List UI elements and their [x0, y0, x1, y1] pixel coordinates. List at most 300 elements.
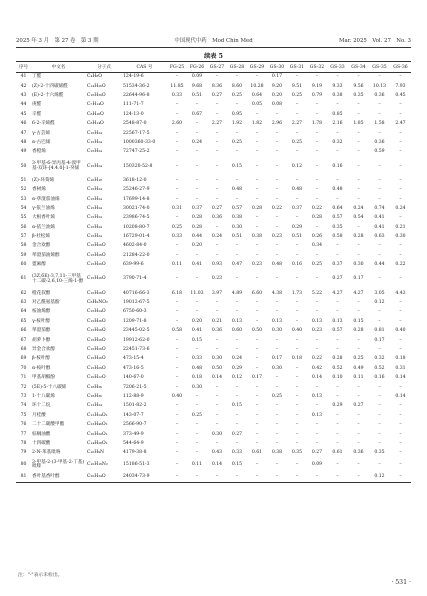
- table-cell: –: [275, 309, 279, 315]
- table-cell: 0.29: [332, 403, 343, 409]
- table-cell: α-荜澄茄油烯: [32, 196, 60, 202]
- table-cell: 3618-12-0: [123, 177, 147, 183]
- table-cell: 2.96: [271, 121, 283, 127]
- table-cell: –: [255, 309, 259, 315]
- table-cell: 0.15: [353, 318, 364, 324]
- table-cell: 80: [20, 462, 27, 467]
- table-row: [16, 139, 411, 148]
- table-cell: –: [175, 365, 179, 371]
- table-cell: C₁₅H₂₆O: [87, 318, 106, 324]
- table-cell: –: [378, 111, 381, 117]
- table-cell: 0.48: [332, 187, 343, 193]
- table-cell: 63: [20, 300, 27, 306]
- table-cell: –: [295, 462, 299, 467]
- table-cell: 0.31: [171, 205, 183, 211]
- table-cell: 2.16: [332, 121, 343, 127]
- table-cell: 2.27: [211, 121, 223, 127]
- table-cell: –: [235, 74, 239, 80]
- table-cell: –: [336, 149, 339, 155]
- table-cell: 5.22: [311, 290, 323, 296]
- table-cell: 72747-25-2: [123, 149, 150, 155]
- table-cell: γ-依兰油烯: [32, 205, 55, 211]
- table-cell: –: [336, 412, 339, 418]
- table-cell: 0.41: [374, 215, 385, 221]
- table-cell: –: [295, 243, 299, 249]
- table-cell: 65: [20, 318, 27, 324]
- table-cell: –: [378, 196, 381, 202]
- table-cell: –: [295, 337, 299, 343]
- table-cell: 0.27: [353, 403, 364, 409]
- table-cell: β-杜松烯: [32, 234, 50, 240]
- table-cell: –: [399, 111, 402, 117]
- table-cell: C₁₆H₃₀O: [87, 93, 106, 99]
- table-cell: –: [235, 252, 239, 258]
- table-cell: 0.58: [171, 328, 183, 334]
- table-cell: –: [255, 337, 259, 343]
- table-cell: 544-64-9: [123, 440, 144, 446]
- table-row: [16, 82, 411, 91]
- table-cell: 4.89: [231, 290, 243, 296]
- table-title: 续表 5: [204, 53, 223, 60]
- table-cell: 0.61: [251, 450, 263, 456]
- table-cell: 58: [20, 243, 27, 249]
- table-cell: C₁₅H₂₄: [87, 196, 102, 202]
- table-cell: –: [327, 472, 348, 482]
- table-cell: 0.48: [291, 187, 303, 193]
- table-cell: 111-71-7: [123, 102, 144, 108]
- table-cell: 1.82: [251, 121, 263, 127]
- table-cell: –: [315, 403, 319, 409]
- table-row: [16, 111, 411, 120]
- table-row: [16, 440, 411, 449]
- table-cell: –: [175, 74, 179, 80]
- table-cell: (3Z,6E)-3,7,11-三甲基十二碳-2,6,10-三烯-1-醇: [32, 274, 84, 284]
- table-cell: 140-67-0: [123, 375, 144, 381]
- table-cell: C₇H₁₄O: [87, 102, 104, 108]
- table-cell: –: [295, 130, 299, 136]
- table-cell: 0.15: [231, 403, 243, 409]
- table-cell: 9.68: [191, 83, 203, 89]
- table-cell: 0.93: [211, 262, 223, 268]
- table-row: [16, 365, 411, 374]
- table-cell: –: [215, 300, 219, 306]
- table-cell: 0.41: [191, 262, 203, 268]
- table-row: [16, 449, 411, 458]
- table-cell: 0.22: [311, 205, 323, 211]
- table-row: [16, 383, 411, 392]
- table-cell: 49: [20, 149, 27, 155]
- table-cell: 异金合欢醇: [32, 347, 55, 352]
- table-cell: –: [275, 462, 279, 467]
- table-row: [16, 223, 411, 232]
- table-cell: –: [195, 309, 199, 315]
- table-cell: 0.26: [311, 234, 323, 240]
- table-cell: 0.14: [395, 393, 406, 399]
- table-cell: 2.60: [171, 121, 183, 127]
- table-cell: 0.10: [332, 375, 343, 381]
- table-row: [16, 472, 411, 482]
- table-cell: 0.30: [231, 224, 243, 230]
- table-cell: –: [247, 472, 267, 482]
- table-row: [16, 421, 411, 430]
- table-cell: 3.97: [211, 290, 223, 296]
- table-cell: –: [357, 393, 360, 399]
- table-cell: –: [399, 252, 402, 258]
- table-cell: 0.64: [332, 205, 343, 211]
- table-cell: –: [235, 393, 239, 399]
- table-cell: 0.22: [271, 205, 283, 211]
- table-cell: –: [295, 276, 299, 282]
- table-cell: 4.27: [353, 290, 364, 296]
- table-cell: 76: [20, 422, 27, 428]
- table-cell: –: [255, 356, 259, 362]
- table-cell: 0.09: [191, 74, 203, 80]
- table-cell: 10.13: [372, 83, 387, 89]
- table-cell: 庚醛: [32, 102, 42, 108]
- table-cell: –: [399, 403, 402, 409]
- table-cell: 0.30: [353, 262, 364, 268]
- table-cell: –: [175, 139, 179, 145]
- table-cell: –: [357, 74, 360, 80]
- table-cell: 甲基胡椒酚: [32, 375, 55, 381]
- table-cell: 对乙酰氨基酚: [32, 300, 60, 306]
- table-cell: –: [399, 462, 402, 467]
- table-cell: 81: [16, 472, 31, 482]
- table-cell: 0.63: [374, 234, 385, 240]
- table-cell: –: [315, 102, 319, 108]
- table-cell: C₁₄H₂₆O: [87, 83, 106, 89]
- column-header: CAS 号: [122, 62, 167, 73]
- table-cell: –: [315, 440, 319, 446]
- table-cell: –: [175, 215, 179, 221]
- table-cell: –: [378, 440, 381, 446]
- table-row: [16, 402, 411, 411]
- table-cell: 0.34: [311, 243, 323, 249]
- table-cell: 0.36: [353, 450, 364, 456]
- table-cell: 0.36: [211, 215, 223, 221]
- table-cell: 0.25: [291, 93, 303, 99]
- table-cell: C₁₀H₉N: [87, 450, 105, 456]
- table-cell: –: [357, 412, 360, 418]
- table-cell: –: [175, 196, 179, 202]
- table-cell: –: [315, 196, 319, 202]
- table-cell: 66: [20, 328, 27, 334]
- table-cell: 60: [20, 262, 27, 268]
- table-cell: C₁₅H₂₄: [87, 130, 102, 136]
- table-cell: –: [357, 187, 360, 193]
- table-cell: 0.27: [332, 276, 343, 282]
- table-cell: –: [215, 102, 219, 108]
- table-cell: 香叶基香叶醇: [31, 472, 86, 482]
- table-cell: –: [275, 243, 279, 249]
- table-cell: –: [357, 422, 360, 428]
- table-cell: 0.44: [374, 262, 385, 268]
- table-cell: 43: [20, 93, 27, 99]
- table-cell: –: [215, 393, 219, 399]
- table-cell: –: [357, 243, 360, 249]
- table-cell: 0.67: [191, 111, 203, 117]
- table-cell: –: [378, 318, 381, 324]
- table-cell: 大根香叶烯: [32, 215, 55, 221]
- table-cell: 0.38: [251, 234, 263, 240]
- table-cell: 0.40: [171, 393, 183, 399]
- table-cell: –: [275, 403, 279, 409]
- table-cell: 64: [20, 309, 27, 315]
- table-cell: –: [399, 177, 402, 183]
- table-row: [16, 186, 411, 195]
- table-cell: 4.27: [332, 290, 343, 296]
- table-cell: 0.32: [332, 139, 343, 145]
- table-cell: 19012-67-5: [123, 300, 150, 306]
- table-cell: C₄H₈O: [87, 74, 102, 80]
- table-cell: –: [336, 300, 339, 306]
- table-cell: –: [287, 472, 307, 482]
- table-cell: –: [336, 252, 339, 258]
- table-cell: –: [315, 149, 319, 155]
- table-cell: –: [167, 472, 187, 482]
- table-cell: –: [215, 74, 219, 80]
- table-cell: 0.17: [251, 375, 263, 381]
- table-cell: –: [315, 139, 319, 145]
- table-cell: 0.13: [271, 318, 283, 324]
- table-cell: 0.15: [231, 163, 243, 169]
- table-cell: –: [215, 337, 219, 343]
- table-cell: –: [187, 472, 207, 482]
- table-cell: 42: [20, 83, 27, 89]
- table-cell: C₁₅H₂₆O: [87, 328, 106, 334]
- table-cell: 0.48: [191, 365, 203, 371]
- table-cell: –: [255, 111, 259, 117]
- table-cell: –: [399, 318, 402, 324]
- table-cell: 0.23: [271, 234, 283, 240]
- table-row: [16, 120, 411, 129]
- table-cell: 112-88-9: [123, 393, 144, 399]
- table-cell: –: [195, 403, 199, 409]
- table-cell: –: [399, 431, 402, 437]
- table-cell: 0.30: [191, 384, 203, 390]
- table-cell: –: [295, 149, 299, 155]
- table-cell: 十四碳酸: [32, 440, 51, 446]
- column-header: FG-26: [187, 62, 207, 73]
- table-cell: 0.24: [191, 139, 203, 145]
- table-cell: 25246-27-9: [123, 187, 150, 193]
- column-header: GS-30: [267, 62, 287, 73]
- table-cell: 0.81: [374, 328, 385, 334]
- table-cell: –: [215, 224, 219, 230]
- table-cell: C₁₀H₁₈: [87, 177, 102, 183]
- table-cell: –: [399, 337, 402, 343]
- table-cell: –: [255, 243, 259, 249]
- table-cell: 0.42: [311, 365, 323, 371]
- table-cell: –: [175, 149, 179, 155]
- running-header: [16, 34, 411, 46]
- table-cell: 0.41: [191, 328, 203, 334]
- table-cell: C₂₃H₄₆O₂: [87, 422, 108, 428]
- table-cell: 51: [20, 177, 27, 183]
- table-cell: –: [175, 440, 179, 446]
- table-cell: –: [235, 440, 239, 446]
- table-cell: 3.05: [374, 290, 385, 296]
- table-cell: C₁₂H₂₄: [87, 403, 102, 409]
- table-cell: –: [175, 337, 179, 343]
- table-cell: –: [357, 177, 360, 183]
- table-cell: –: [275, 375, 279, 381]
- table-cell: 0.36: [374, 93, 385, 99]
- table-cell: –: [336, 74, 339, 80]
- table-cell: C₁₅H₂₆O: [87, 262, 106, 268]
- table-body: [16, 73, 411, 483]
- table-cell: 0.28: [332, 356, 343, 362]
- table-cell: 0.40: [395, 328, 406, 334]
- table-cell: –: [357, 347, 360, 352]
- table-cell: 67: [20, 337, 27, 343]
- table-cell: –: [195, 300, 199, 306]
- table-cell: 2.47: [395, 121, 406, 127]
- table-row: [16, 129, 411, 138]
- table-cell: 荜澄茄醇: [32, 328, 51, 334]
- table-cell: 0.29: [291, 224, 303, 230]
- table-cell: –: [255, 130, 259, 136]
- table-cell: 0.27: [311, 450, 323, 456]
- table-cell: 78: [20, 440, 27, 446]
- table-cell: 11.03: [190, 290, 204, 296]
- table-cell: 74: [20, 403, 27, 409]
- table-cell: –: [195, 196, 199, 202]
- table-cell: –: [255, 187, 259, 193]
- table-cell: 1501-82-2: [123, 403, 147, 409]
- table-cell: 7.93: [395, 83, 406, 89]
- table-cell: 8.60: [231, 83, 243, 89]
- table-cell: –: [195, 163, 199, 169]
- table-cell: 0.11: [171, 262, 183, 268]
- table-cell: –: [215, 412, 219, 418]
- table-row: [16, 73, 411, 83]
- table-cell: C₁₅H₂₆O: [87, 365, 106, 371]
- table-cell: C₁₅H₂₆O: [87, 356, 106, 362]
- table-cell: –: [255, 74, 259, 80]
- table-cell: 48: [20, 139, 27, 145]
- table-cell: –: [215, 163, 219, 169]
- table-cell: 0.54: [353, 215, 364, 221]
- table-cell: –: [399, 309, 402, 315]
- table-cell: –: [315, 309, 319, 315]
- table-cell: –: [235, 130, 239, 136]
- table-cell: 0.52: [374, 365, 385, 371]
- table-cell: 70: [20, 365, 27, 371]
- table-cell: –: [275, 130, 279, 136]
- table-cell: –: [275, 440, 279, 446]
- table-cell: 0.23: [311, 328, 323, 334]
- table-row: [16, 233, 411, 242]
- table-cell: 棕榈油酸: [32, 431, 51, 437]
- table-cell: C₁₅H₂₄O: [87, 309, 106, 315]
- table-cell: 蓖麻醇: [32, 262, 46, 268]
- table-cell: 2548-87-0: [123, 121, 147, 127]
- table-row: [16, 318, 411, 327]
- table-cell: –: [255, 462, 259, 467]
- table-row: [16, 308, 411, 317]
- table-cell: 0.30: [211, 356, 223, 362]
- table-cell: 月桂酸: [32, 412, 46, 418]
- column-header: GS-33: [327, 62, 348, 73]
- table-cell: 9.20: [271, 83, 283, 89]
- table-cell: 150320-52-8: [123, 163, 153, 169]
- table-cell: 0.16: [332, 163, 343, 169]
- column-header: FG-25: [167, 62, 187, 73]
- table-cell: 桉油烯醇: [32, 309, 51, 315]
- table-cell: –: [295, 318, 299, 324]
- table-cell: 0.38: [271, 450, 283, 456]
- table-cell: –: [275, 300, 279, 306]
- table-cell: 22567-17-5: [123, 130, 150, 136]
- table-cell: –: [175, 252, 179, 258]
- table-cell: 57: [20, 234, 27, 240]
- table-cell: –: [207, 472, 227, 482]
- table-cell: 124-19-6: [123, 74, 144, 80]
- table-row: [16, 214, 411, 223]
- column-header: GS-32: [307, 62, 327, 73]
- table-cell: –: [357, 224, 360, 230]
- table-cell: 11.85: [170, 83, 184, 89]
- table-cell: 1-十八碳烯: [32, 393, 55, 399]
- column-header: GS-36: [390, 62, 411, 73]
- table-cell: –: [295, 196, 299, 202]
- table-cell: 0.14: [311, 375, 323, 381]
- table-cell: 72: [20, 384, 27, 390]
- table-row: [16, 458, 411, 472]
- table-cell: –: [315, 163, 319, 169]
- table-cell: –: [275, 139, 279, 145]
- table-cell: –: [295, 422, 299, 428]
- table-cell: 0.21: [395, 224, 406, 230]
- table-cell: 0.36: [211, 328, 223, 334]
- table-cell: 0.33: [171, 93, 183, 99]
- table-cell: –: [357, 252, 360, 258]
- table-cell: 16729-01-4: [123, 234, 150, 240]
- table-cell: –: [275, 149, 279, 155]
- table-cell: –: [255, 276, 259, 282]
- table-cell: –: [295, 347, 299, 352]
- table-cell: C₈H₁₄O: [87, 121, 104, 127]
- table-cell: 0.37: [332, 262, 343, 268]
- table-cell: 荜澄茄油烯醇: [32, 252, 60, 258]
- table-cell: C₁₄H₂₈O₂: [87, 440, 108, 446]
- table-cell: –: [275, 196, 279, 202]
- table-cell: –: [255, 163, 259, 169]
- table-cell: C₁₀H₁₂O: [87, 375, 106, 381]
- table-cell: 0.05: [251, 102, 263, 108]
- page-number: · 531 ·: [391, 579, 411, 586]
- table-cell: C₁₅H₂₄: [87, 234, 102, 240]
- table-cell: 0.24: [395, 205, 406, 211]
- table-cell: –: [255, 139, 259, 145]
- table-cell: 23445-02-5: [123, 328, 150, 334]
- table-cell: 0.37: [291, 205, 303, 211]
- header-journal: 中国现代中药 Mod Chin Med: [174, 38, 253, 44]
- table-cell: –: [175, 163, 179, 169]
- table-cell: 0.24: [211, 234, 223, 240]
- table-cell: 0.51: [191, 93, 203, 99]
- table-cell: 0.12: [231, 375, 243, 381]
- table-cell: –: [215, 403, 219, 409]
- table-cell: 8.36: [211, 83, 223, 89]
- table-cell: 373-49-9: [123, 431, 144, 437]
- table-cell: –: [275, 412, 279, 418]
- table-cell: –: [235, 276, 239, 282]
- table-cell: –: [275, 177, 279, 183]
- table-cell: 0.38: [332, 93, 343, 99]
- column-header: GS-34: [348, 62, 369, 73]
